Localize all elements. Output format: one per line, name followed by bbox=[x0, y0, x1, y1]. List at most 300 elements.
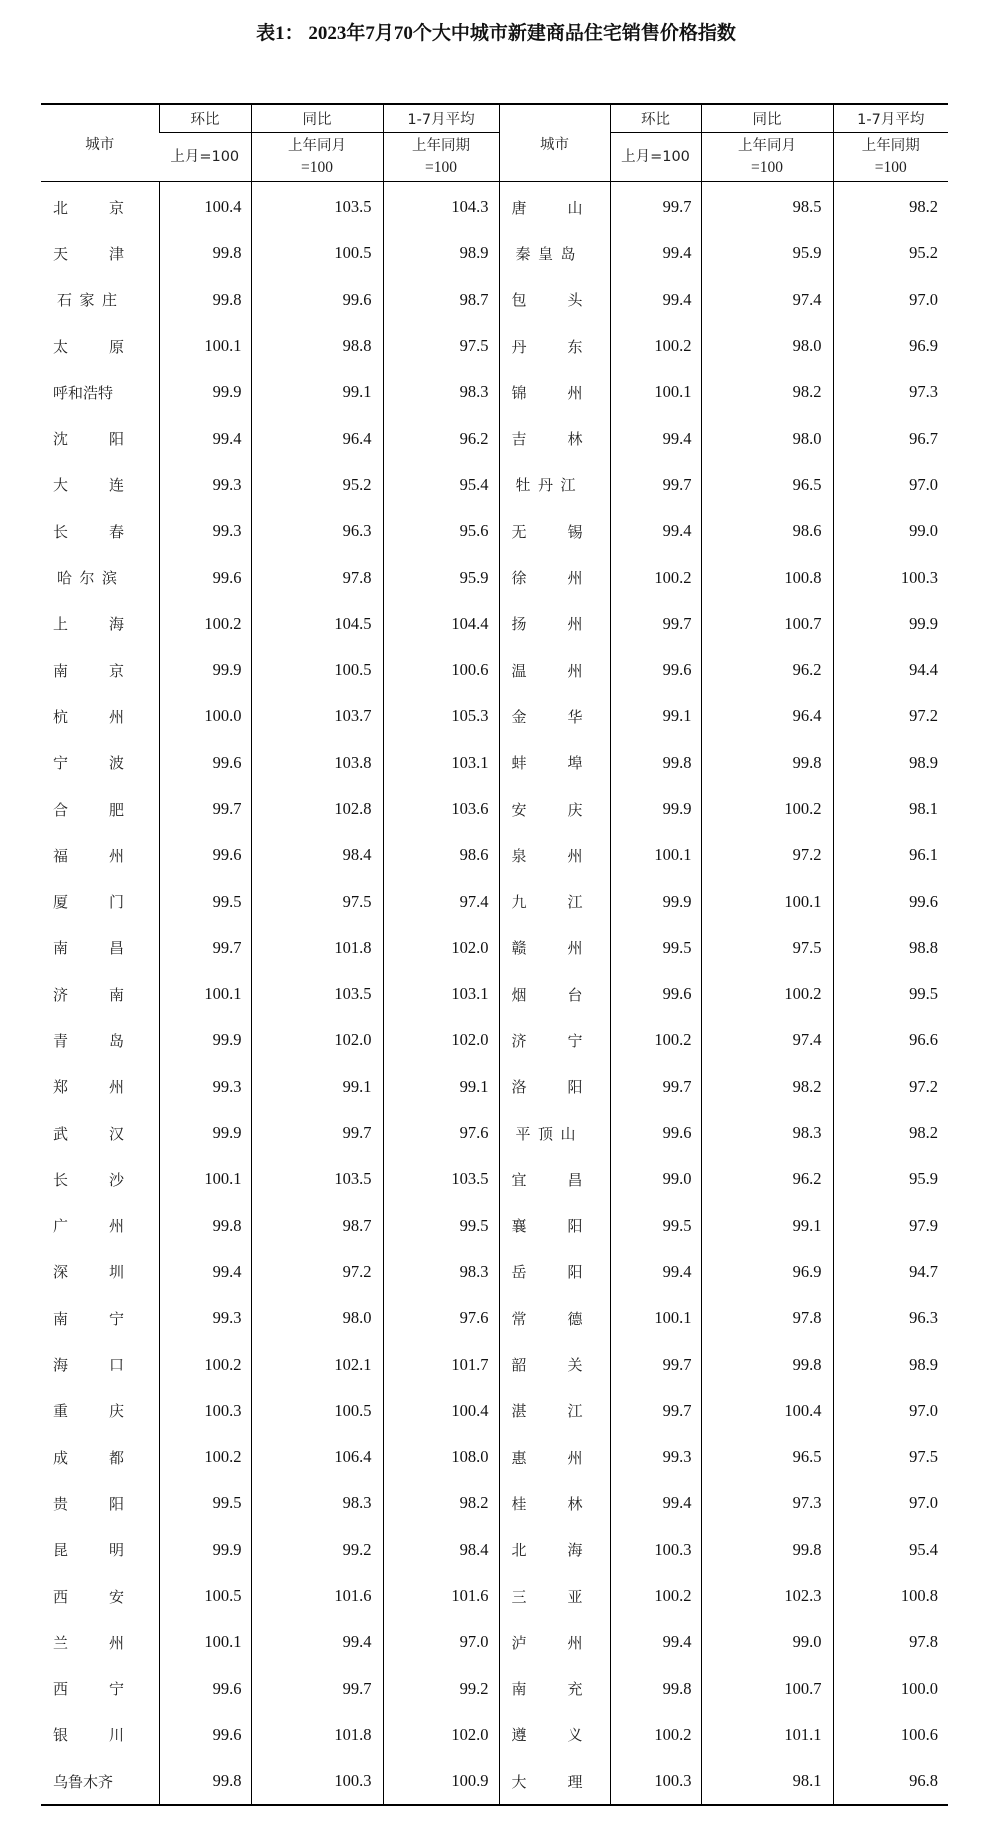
city-cell bbox=[41, 1619, 159, 1665]
mom-index-cell-right: 99.4 bbox=[610, 1619, 701, 1665]
mom-index-cell-right: 99.8 bbox=[610, 740, 701, 786]
city-name: 银 川 bbox=[53, 1726, 124, 1745]
city-name: 贵 阳 bbox=[53, 1494, 124, 1513]
avg-index-cell-right: 99.5 bbox=[833, 971, 948, 1017]
avg-index-cell: 98.2 bbox=[383, 1480, 499, 1526]
mom-index-cell: 99.9 bbox=[159, 1110, 251, 1156]
yoy-index-cell-right: 95.9 bbox=[701, 230, 833, 276]
city-cell bbox=[41, 277, 159, 323]
subheader-yoy-line2: =100 bbox=[301, 159, 333, 176]
mom-index-cell-right: 99.4 bbox=[610, 230, 701, 276]
avg-index-cell-right: 100.0 bbox=[833, 1666, 948, 1712]
city-cell-right bbox=[499, 1156, 610, 1202]
yoy-index-cell-right: 97.3 bbox=[701, 1480, 833, 1526]
city-name: 呼和浩特 bbox=[53, 383, 114, 402]
city-name: 西 安 bbox=[53, 1587, 124, 1606]
yoy-index-cell: 103.5 bbox=[251, 1156, 383, 1202]
yoy-index-cell: 99.4 bbox=[251, 1619, 383, 1665]
avg-index-cell-right: 97.2 bbox=[833, 1064, 948, 1110]
yoy-index-cell-right: 100.7 bbox=[701, 1666, 833, 1712]
city-cell-right bbox=[499, 1573, 610, 1619]
city-name: 三 亚 bbox=[511, 1587, 583, 1606]
city-cell-right bbox=[499, 554, 610, 600]
table-row bbox=[41, 1295, 948, 1341]
table-title: 表1： 2023年7月70个大中城市新建商品住宅销售价格指数 bbox=[256, 23, 736, 44]
city-cell bbox=[41, 832, 159, 878]
subheader-mom bbox=[159, 133, 251, 182]
city-cell-right bbox=[499, 1341, 610, 1387]
table-row bbox=[41, 647, 948, 693]
city-cell-right bbox=[499, 1295, 610, 1341]
city-cell bbox=[41, 1434, 159, 1480]
mom-index-cell-right: 99.4 bbox=[610, 415, 701, 461]
table-row bbox=[41, 1249, 948, 1295]
city-name: 重 庆 bbox=[53, 1402, 124, 1421]
city-name: 宜 昌 bbox=[511, 1170, 583, 1189]
header-mom: 环比 bbox=[159, 104, 251, 133]
table-row bbox=[41, 182, 948, 231]
city-cell-right bbox=[499, 786, 610, 832]
city-name: 太 原 bbox=[53, 337, 124, 356]
city-name: 哈 尔 滨 bbox=[57, 569, 117, 588]
avg-index-cell: 99.5 bbox=[383, 1203, 499, 1249]
avg-index-cell: 96.2 bbox=[383, 415, 499, 461]
subheader-avg-line2-right: =100 bbox=[874, 159, 907, 176]
city-name: 金 华 bbox=[511, 707, 583, 726]
subheader-avg-line1-right: 上年同期 bbox=[861, 138, 920, 154]
city-name: 长 沙 bbox=[53, 1170, 124, 1189]
city-name: 无 锡 bbox=[511, 522, 583, 541]
mom-index-cell-right: 100.1 bbox=[610, 832, 701, 878]
city-name: 南 宁 bbox=[53, 1309, 124, 1328]
avg-index-cell: 108.0 bbox=[383, 1434, 499, 1480]
city-cell-right bbox=[499, 1017, 610, 1063]
avg-index-cell: 102.0 bbox=[383, 925, 499, 971]
subheader-avg-right bbox=[833, 133, 948, 182]
yoy-index-cell: 103.5 bbox=[251, 182, 383, 231]
yoy-index-cell-right: 99.8 bbox=[701, 740, 833, 786]
city-cell-right bbox=[499, 1527, 610, 1573]
subheader-yoy-line1: 上年同月 bbox=[288, 138, 346, 154]
avg-index-cell: 103.1 bbox=[383, 971, 499, 1017]
mom-index-cell: 99.4 bbox=[159, 1249, 251, 1295]
yoy-index-cell: 99.7 bbox=[251, 1666, 383, 1712]
yoy-index-cell: 99.6 bbox=[251, 277, 383, 323]
avg-index-cell-right: 98.1 bbox=[833, 786, 948, 832]
mom-index-cell: 99.7 bbox=[159, 786, 251, 832]
yoy-index-cell-right: 96.9 bbox=[701, 1249, 833, 1295]
city-name: 乌鲁木齐 bbox=[53, 1772, 114, 1791]
yoy-index-cell-right: 98.0 bbox=[701, 415, 833, 461]
mom-index-cell-right: 99.1 bbox=[610, 693, 701, 739]
yoy-index-cell: 98.0 bbox=[251, 1295, 383, 1341]
table-row bbox=[41, 277, 948, 323]
table-row bbox=[41, 1203, 948, 1249]
table-row bbox=[41, 1712, 948, 1758]
yoy-index-cell-right: 96.2 bbox=[701, 1156, 833, 1202]
yoy-index-cell-right: 97.5 bbox=[701, 925, 833, 971]
yoy-index-cell-right: 98.0 bbox=[701, 323, 833, 369]
table-row bbox=[41, 1527, 948, 1573]
city-cell bbox=[41, 740, 159, 786]
subheader-yoy-right bbox=[701, 133, 833, 182]
avg-index-cell: 97.4 bbox=[383, 878, 499, 924]
mom-index-cell: 100.2 bbox=[159, 1434, 251, 1480]
avg-index-cell: 95.9 bbox=[383, 554, 499, 600]
avg-index-cell-right: 99.9 bbox=[833, 601, 948, 647]
yoy-index-cell: 104.5 bbox=[251, 601, 383, 647]
city-name: 洛 阳 bbox=[511, 1078, 583, 1097]
avg-index-cell-right: 97.3 bbox=[833, 369, 948, 415]
header-avg: 1-7月平均 bbox=[383, 104, 499, 133]
yoy-index-cell: 97.2 bbox=[251, 1249, 383, 1295]
yoy-index-cell-right: 100.8 bbox=[701, 554, 833, 600]
mom-index-cell: 99.8 bbox=[159, 1758, 251, 1805]
city-cell-right bbox=[499, 1064, 610, 1110]
avg-index-cell-right: 95.4 bbox=[833, 1527, 948, 1573]
mom-index-cell-right: 99.4 bbox=[610, 1480, 701, 1526]
table-row bbox=[41, 925, 948, 971]
table-row bbox=[41, 786, 948, 832]
city-name: 沈 阳 bbox=[53, 430, 124, 449]
table-row bbox=[41, 462, 948, 508]
city-cell bbox=[41, 1573, 159, 1619]
city-name: 青 岛 bbox=[53, 1031, 124, 1050]
table-row bbox=[41, 554, 948, 600]
city-cell-right bbox=[499, 462, 610, 508]
avg-index-cell: 100.9 bbox=[383, 1758, 499, 1805]
header-mom-right: 环比 bbox=[610, 104, 701, 133]
yoy-index-cell: 100.3 bbox=[251, 1758, 383, 1805]
city-cell-right bbox=[499, 1619, 610, 1665]
mom-index-cell-right: 99.7 bbox=[610, 182, 701, 231]
table-body bbox=[41, 182, 948, 1806]
avg-index-cell-right: 99.0 bbox=[833, 508, 948, 554]
city-cell bbox=[41, 1110, 159, 1156]
subheader-yoy bbox=[251, 133, 383, 182]
mom-index-cell-right: 99.4 bbox=[610, 277, 701, 323]
avg-index-cell-right: 97.0 bbox=[833, 277, 948, 323]
yoy-index-cell-right: 101.1 bbox=[701, 1712, 833, 1758]
city-name: 上 海 bbox=[53, 615, 124, 634]
avg-index-cell-right: 100.3 bbox=[833, 554, 948, 600]
avg-index-cell-right: 97.9 bbox=[833, 1203, 948, 1249]
yoy-index-cell-right: 98.2 bbox=[701, 369, 833, 415]
price-index-table bbox=[41, 103, 948, 1806]
subheader-mom-right bbox=[610, 133, 701, 182]
mom-index-cell: 100.1 bbox=[159, 971, 251, 1017]
city-name: 蚌 埠 bbox=[511, 754, 583, 773]
header-yoy: 同比 bbox=[251, 104, 383, 133]
table-row bbox=[41, 1480, 948, 1526]
mom-index-cell-right: 100.1 bbox=[610, 1295, 701, 1341]
avg-index-cell: 103.6 bbox=[383, 786, 499, 832]
city-cell bbox=[41, 878, 159, 924]
avg-index-cell: 97.6 bbox=[383, 1110, 499, 1156]
mom-index-cell: 100.2 bbox=[159, 1341, 251, 1387]
avg-index-cell: 101.6 bbox=[383, 1573, 499, 1619]
mom-index-cell: 99.6 bbox=[159, 1666, 251, 1712]
avg-index-cell-right: 97.0 bbox=[833, 1388, 948, 1434]
mom-index-cell-right: 99.5 bbox=[610, 1203, 701, 1249]
mom-index-cell-right: 99.3 bbox=[610, 1434, 701, 1480]
city-name: 牡 丹 江 bbox=[515, 476, 576, 495]
yoy-index-cell-right: 98.2 bbox=[701, 1064, 833, 1110]
city-name: 襄 阳 bbox=[511, 1217, 583, 1236]
mom-index-cell: 99.8 bbox=[159, 230, 251, 276]
city-name: 宁 波 bbox=[53, 754, 124, 773]
mom-index-cell: 99.3 bbox=[159, 1064, 251, 1110]
yoy-index-cell-right: 97.8 bbox=[701, 1295, 833, 1341]
table-row bbox=[41, 601, 948, 647]
city-name: 武 汉 bbox=[53, 1124, 124, 1143]
yoy-index-cell: 100.5 bbox=[251, 230, 383, 276]
city-name: 泉 州 bbox=[511, 846, 583, 865]
city-cell-right bbox=[499, 1203, 610, 1249]
city-name: 赣 州 bbox=[511, 939, 583, 958]
city-cell bbox=[41, 369, 159, 415]
city-cell bbox=[41, 1064, 159, 1110]
city-name: 深 圳 bbox=[53, 1263, 124, 1282]
city-cell bbox=[41, 554, 159, 600]
city-cell-right bbox=[499, 693, 610, 739]
city-cell bbox=[41, 1249, 159, 1295]
yoy-index-cell: 102.1 bbox=[251, 1341, 383, 1387]
subheader-avg bbox=[383, 133, 499, 182]
avg-index-cell-right: 95.9 bbox=[833, 1156, 948, 1202]
yoy-index-cell: 101.6 bbox=[251, 1573, 383, 1619]
avg-index-cell-right: 100.8 bbox=[833, 1573, 948, 1619]
mom-index-cell-right: 100.3 bbox=[610, 1758, 701, 1805]
yoy-index-cell: 106.4 bbox=[251, 1434, 383, 1480]
city-name: 济 南 bbox=[53, 985, 124, 1004]
city-name: 北 京 bbox=[53, 198, 124, 217]
yoy-index-cell-right: 100.7 bbox=[701, 601, 833, 647]
city-name: 包 头 bbox=[511, 291, 583, 310]
mom-index-cell: 100.4 bbox=[159, 182, 251, 231]
city-name: 南 充 bbox=[511, 1680, 583, 1699]
mom-index-cell-right: 100.2 bbox=[610, 554, 701, 600]
avg-index-cell: 97.5 bbox=[383, 323, 499, 369]
city-cell bbox=[41, 1527, 159, 1573]
city-cell bbox=[41, 1203, 159, 1249]
city-cell bbox=[41, 182, 159, 231]
city-cell-right bbox=[499, 1666, 610, 1712]
avg-index-cell-right: 96.7 bbox=[833, 415, 948, 461]
avg-index-cell: 98.7 bbox=[383, 277, 499, 323]
avg-index-cell-right: 97.5 bbox=[833, 1434, 948, 1480]
yoy-index-cell: 100.5 bbox=[251, 1388, 383, 1434]
city-cell-right bbox=[499, 647, 610, 693]
avg-index-cell: 101.7 bbox=[383, 1341, 499, 1387]
city-name: 吉 林 bbox=[511, 430, 583, 449]
yoy-index-cell: 102.8 bbox=[251, 786, 383, 832]
avg-index-cell-right: 94.7 bbox=[833, 1249, 948, 1295]
yoy-index-cell: 101.8 bbox=[251, 925, 383, 971]
mom-index-cell: 100.1 bbox=[159, 1156, 251, 1202]
mom-index-cell: 99.6 bbox=[159, 1712, 251, 1758]
mom-index-cell: 99.5 bbox=[159, 1480, 251, 1526]
table-row bbox=[41, 878, 948, 924]
mom-index-cell-right: 99.4 bbox=[610, 508, 701, 554]
avg-index-cell-right: 97.2 bbox=[833, 693, 948, 739]
city-cell-right bbox=[499, 323, 610, 369]
city-cell bbox=[41, 462, 159, 508]
city-cell bbox=[41, 1712, 159, 1758]
yoy-index-cell: 103.8 bbox=[251, 740, 383, 786]
mom-index-cell-right: 99.9 bbox=[610, 786, 701, 832]
table-row bbox=[41, 1758, 948, 1805]
avg-index-cell-right: 98.8 bbox=[833, 925, 948, 971]
yoy-index-cell-right: 99.0 bbox=[701, 1619, 833, 1665]
avg-index-cell-right: 98.9 bbox=[833, 740, 948, 786]
city-name: 兰 州 bbox=[53, 1633, 124, 1652]
city-cell bbox=[41, 1666, 159, 1712]
header-city-right: 城市 bbox=[499, 104, 610, 182]
avg-index-cell: 103.5 bbox=[383, 1156, 499, 1202]
yoy-index-cell-right: 100.2 bbox=[701, 971, 833, 1017]
mom-index-cell: 99.7 bbox=[159, 925, 251, 971]
mom-index-cell: 100.1 bbox=[159, 1619, 251, 1665]
table-row bbox=[41, 740, 948, 786]
city-cell bbox=[41, 1341, 159, 1387]
mom-index-cell: 99.3 bbox=[159, 508, 251, 554]
mom-index-cell: 99.9 bbox=[159, 369, 251, 415]
yoy-index-cell-right: 99.8 bbox=[701, 1341, 833, 1387]
table-row bbox=[41, 1434, 948, 1480]
mom-index-cell-right: 100.2 bbox=[610, 1712, 701, 1758]
table-row bbox=[41, 1666, 948, 1712]
yoy-index-cell: 98.7 bbox=[251, 1203, 383, 1249]
city-name: 成 都 bbox=[53, 1448, 124, 1467]
city-cell-right bbox=[499, 925, 610, 971]
mom-index-cell: 99.8 bbox=[159, 1203, 251, 1249]
city-cell bbox=[41, 1480, 159, 1526]
avg-index-cell: 104.3 bbox=[383, 182, 499, 231]
mom-index-cell: 99.6 bbox=[159, 740, 251, 786]
yoy-index-cell-right: 98.5 bbox=[701, 182, 833, 231]
mom-index-cell-right: 99.7 bbox=[610, 462, 701, 508]
city-cell-right bbox=[499, 1758, 610, 1805]
city-cell bbox=[41, 971, 159, 1017]
yoy-index-cell-right: 96.5 bbox=[701, 1434, 833, 1480]
table-row bbox=[41, 230, 948, 276]
city-name: 海 口 bbox=[53, 1356, 124, 1375]
city-name: 岳 阳 bbox=[511, 1263, 583, 1282]
city-cell bbox=[41, 786, 159, 832]
city-cell-right bbox=[499, 1480, 610, 1526]
mom-index-cell-right: 99.6 bbox=[610, 1110, 701, 1156]
avg-index-cell-right: 97.8 bbox=[833, 1619, 948, 1665]
city-name: 韶 关 bbox=[511, 1356, 583, 1375]
yoy-index-cell: 95.2 bbox=[251, 462, 383, 508]
avg-index-cell: 98.6 bbox=[383, 832, 499, 878]
subheader-yoy-line1-right: 上年同月 bbox=[738, 138, 796, 154]
avg-index-cell-right: 96.6 bbox=[833, 1017, 948, 1063]
city-name: 北 海 bbox=[511, 1541, 583, 1560]
city-name: 福 州 bbox=[53, 846, 124, 865]
yoy-index-cell: 97.8 bbox=[251, 554, 383, 600]
yoy-index-cell-right: 99.1 bbox=[701, 1203, 833, 1249]
mom-index-cell-right: 99.8 bbox=[610, 1666, 701, 1712]
yoy-index-cell-right: 100.2 bbox=[701, 786, 833, 832]
table-row bbox=[41, 1341, 948, 1387]
mom-index-cell: 99.5 bbox=[159, 878, 251, 924]
table-row bbox=[41, 1064, 948, 1110]
city-name: 大 理 bbox=[511, 1772, 583, 1791]
yoy-index-cell-right: 97.2 bbox=[701, 832, 833, 878]
city-cell-right bbox=[499, 415, 610, 461]
city-name: 九 江 bbox=[511, 893, 583, 912]
city-name: 徐 州 bbox=[511, 569, 583, 588]
avg-index-cell: 98.3 bbox=[383, 369, 499, 415]
avg-index-cell-right: 97.0 bbox=[833, 1480, 948, 1526]
avg-index-cell: 104.4 bbox=[383, 601, 499, 647]
avg-index-cell: 98.9 bbox=[383, 230, 499, 276]
city-cell-right bbox=[499, 508, 610, 554]
avg-index-cell-right: 96.9 bbox=[833, 323, 948, 369]
avg-index-cell: 99.1 bbox=[383, 1064, 499, 1110]
city-name: 常 德 bbox=[511, 1309, 583, 1328]
avg-index-cell-right: 96.3 bbox=[833, 1295, 948, 1341]
table-row bbox=[41, 508, 948, 554]
city-cell-right bbox=[499, 601, 610, 647]
yoy-index-cell-right: 100.1 bbox=[701, 878, 833, 924]
city-cell-right bbox=[499, 1110, 610, 1156]
city-cell bbox=[41, 601, 159, 647]
yoy-index-cell: 99.7 bbox=[251, 1110, 383, 1156]
mom-index-cell: 100.1 bbox=[159, 323, 251, 369]
city-cell-right bbox=[499, 182, 610, 231]
city-cell bbox=[41, 415, 159, 461]
city-name: 泸 州 bbox=[511, 1633, 583, 1652]
city-cell bbox=[41, 1388, 159, 1434]
city-name: 石 家 庄 bbox=[57, 291, 117, 310]
avg-index-cell: 105.3 bbox=[383, 693, 499, 739]
city-name: 遵 义 bbox=[511, 1726, 583, 1745]
yoy-index-cell: 102.0 bbox=[251, 1017, 383, 1063]
city-name: 天 津 bbox=[53, 244, 124, 263]
yoy-index-cell: 99.1 bbox=[251, 1064, 383, 1110]
mom-index-cell: 99.3 bbox=[159, 462, 251, 508]
table-row bbox=[41, 1017, 948, 1063]
avg-index-cell: 100.6 bbox=[383, 647, 499, 693]
city-cell-right bbox=[499, 832, 610, 878]
city-name: 惠 州 bbox=[511, 1448, 583, 1467]
header-yoy-right: 同比 bbox=[701, 104, 833, 133]
city-name: 湛 江 bbox=[511, 1402, 583, 1421]
mom-index-cell-right: 100.2 bbox=[610, 1017, 701, 1063]
city-cell-right bbox=[499, 277, 610, 323]
subheader-avg-line1: 上年同期 bbox=[412, 138, 470, 154]
yoy-index-cell: 98.8 bbox=[251, 323, 383, 369]
city-name: 唐 山 bbox=[511, 198, 583, 217]
avg-index-cell: 98.3 bbox=[383, 1249, 499, 1295]
mom-index-cell: 99.9 bbox=[159, 1527, 251, 1573]
city-name: 南 京 bbox=[53, 661, 124, 680]
header-city: 城市 bbox=[85, 136, 115, 153]
avg-index-cell-right: 99.6 bbox=[833, 878, 948, 924]
city-cell-right bbox=[499, 369, 610, 415]
avg-index-cell: 99.2 bbox=[383, 1666, 499, 1712]
yoy-index-cell-right: 98.1 bbox=[701, 1758, 833, 1805]
city-cell-right bbox=[499, 878, 610, 924]
city-cell bbox=[41, 1295, 159, 1341]
yoy-index-cell-right: 102.3 bbox=[701, 1573, 833, 1619]
subheader-avg-line2: =100 bbox=[425, 159, 457, 176]
yoy-index-cell: 98.4 bbox=[251, 832, 383, 878]
table-row bbox=[41, 415, 948, 461]
